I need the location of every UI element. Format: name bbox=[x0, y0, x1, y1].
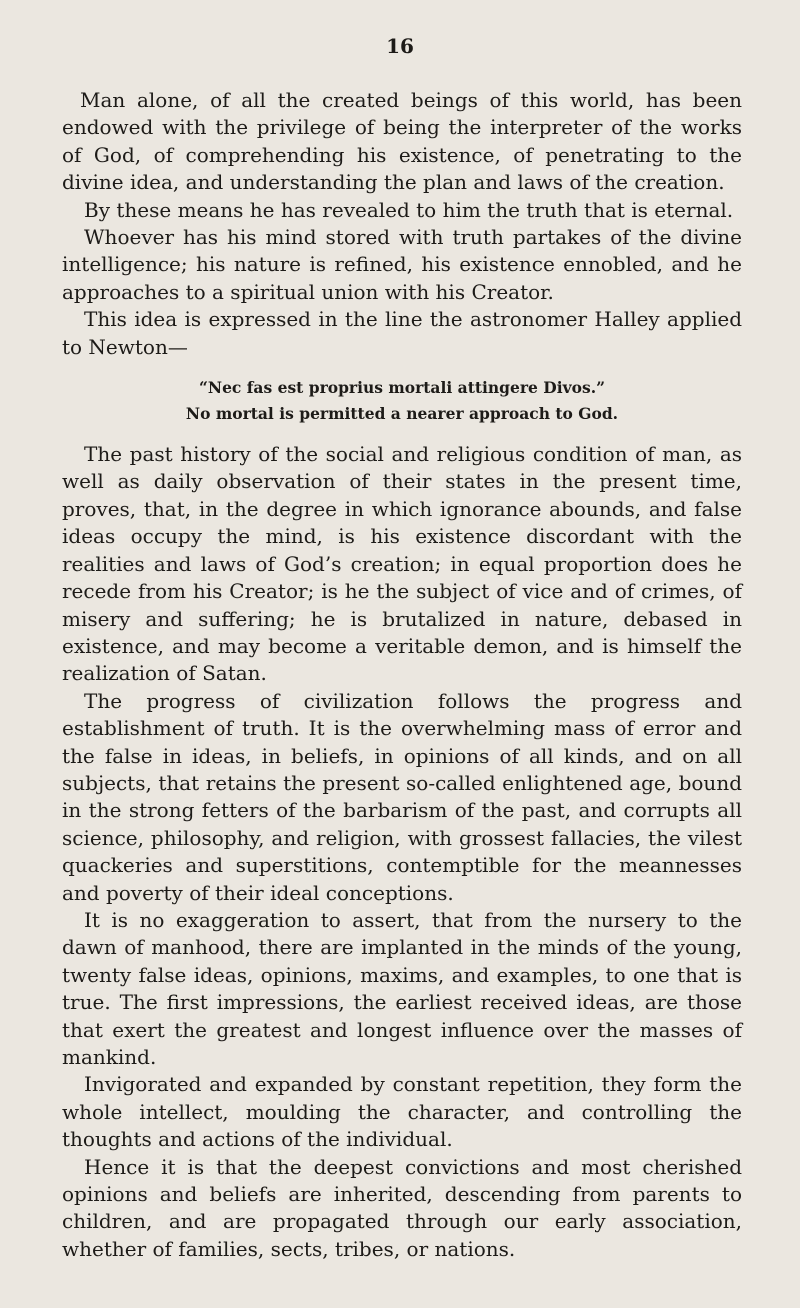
paragraph: The past history of the social and religious condition of man, as well as daily observation of their states in the present time, proves, that, in the degree in which ignorance abounds, and false ideas occupy the mind, is his existence discordant with the realities and laws of God’s creation; in equal proportion does he recede from his Creator; is he the subject of vice and of crimes, of misery and suffering; he is brutalized in nature, debased in existence, and may become a veritable demon, and is himself the realization of Satan. bbox=[62, 442, 742, 686]
paragraph: Whoever has his mind stored with truth partakes of the divine intelligence; his nature is refined, his existence ennobled, and he approaches to a spiritual union with his Creator. bbox=[62, 225, 742, 304]
latin-quotation: “Nec fas est proprius mortali attingere Divos.” bbox=[198, 378, 606, 398]
paragraph: Hence it is that the deepest convictions and most cherished opinions and beliefs are inherited, descending from parents to children, and are propagated through our early association, whether of families, sects, tribes, or nations. bbox=[62, 1154, 742, 1261]
quotation-block bbox=[62, 375, 742, 427]
paragraph: Man alone, of all the created beings of this world, has been endowed with the privilege of being the interpreter of the works of God, of comprehending his existence, of penetrating to the divine idea, and understanding the plan and laws of the creation. bbox=[62, 88, 742, 195]
paragraph: Invigorated and expanded by constant repetition, they form the whole intellect, moulding the character, and controlling the thoughts and actions of the individual. bbox=[62, 1072, 742, 1152]
paragraph: It is no exaggeration to assert, that from the nursery to the dawn of manhood, there are implanted in the minds of the young, twenty false ideas, opinions, maxims, and examples, to one that is true. The first impressions, the earliest received ideas, are those that exert the greatest and longest influence over the masses of mankind. bbox=[62, 907, 742, 1069]
page-number: 16 bbox=[386, 34, 414, 58]
paragraph: This idea is expressed in the line the astronomer Halley applied to Newton— bbox=[62, 307, 742, 359]
quotation-translation: No mortal is permitted a nearer approach to God. bbox=[185, 404, 619, 424]
paragraph: The progress of civilization follows the progress and establishment of truth. It is the overwhelming mass of error and the false in ideas, in beliefs, in opinions of all kinds, and on all subjects, that retains the present so-called enlightened age, bound in the strong fetters of the barbarism of the past, and corrupts all science, philosophy, and religion, with grossest fallacies, the vilest quackeries and superstitions, contemptible for the meannesses and poverty of their ideal conceptions. bbox=[62, 688, 742, 905]
body-text bbox=[62, 87, 742, 1263]
paragraph: By these means he has revealed to him the truth that is eternal. bbox=[84, 197, 734, 222]
